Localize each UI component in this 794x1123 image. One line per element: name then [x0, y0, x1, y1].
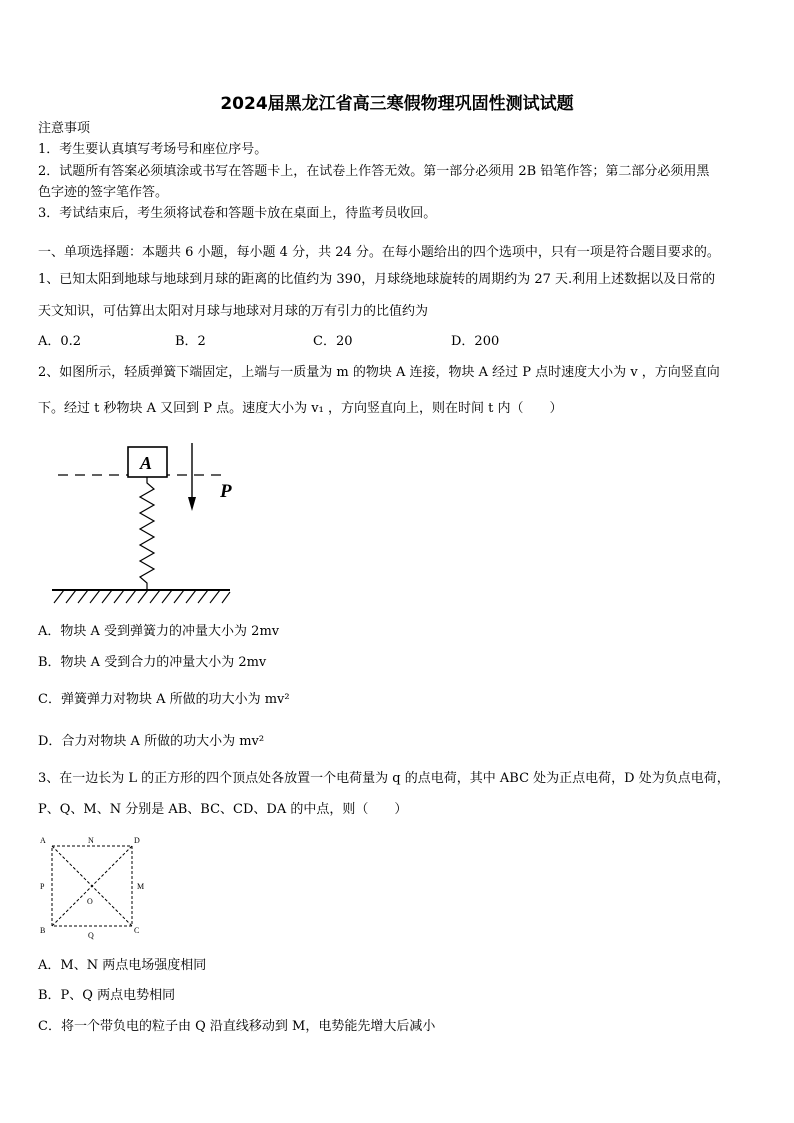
- q3-option-c: C．将一个带负电的粒子由 Q 沿直线移动到 M，电势能先增大后减小: [38, 1019, 436, 1034]
- q2-option-c: C．弹簧弹力对物块 A 所做的功大小为 mv²: [38, 692, 290, 707]
- label-q: Q: [88, 931, 94, 940]
- section-heading: 一、单项选择题：本题共 6 小题，每小题 4 分，共 24 分。在每小题给出的四个选项中，只有一项是符合题目要求的。: [38, 245, 720, 260]
- page-title: 2024届黑龙江省高三寒假物理巩固性测试试题: [220, 94, 574, 114]
- q2-option-b: B．物块 A 受到合力的冲量大小为 2mv: [38, 655, 267, 670]
- label-m: M: [137, 882, 145, 891]
- q3-text-line2: P、Q、M、N 分别是 AB、BC、CD、DA 的中点，则（ ）: [38, 802, 408, 817]
- q3-option-b: B．P、Q 两点电势相同: [38, 988, 176, 1003]
- point-p-label: P: [220, 481, 232, 502]
- notice-item-2: 2．试题所有答案必须填涂或书写在答题卡上，在试卷上作答无效。第一部分必须用 2B 铅笔作答；第二部分必须用黑: [38, 164, 710, 179]
- spring: [140, 477, 154, 589]
- block-a-label: A: [140, 453, 153, 473]
- q2-option-d: D．合力对物块 A 所做的功大小为 mv²: [38, 734, 265, 749]
- velocity-arrow-head: [188, 497, 196, 511]
- q1-option-b: B．2: [175, 334, 206, 349]
- label-a: A: [40, 836, 46, 845]
- q3-text-line1: 3、在一边长为 L 的正方形的四个顶点处各放置一个电荷量为 q 的点电荷，其中 ABC 处为正点电荷，D 处为负点电荷，: [38, 771, 730, 786]
- label-o: O: [87, 897, 93, 906]
- label-n: N: [88, 836, 94, 845]
- q1-option-c: C．20: [313, 334, 353, 349]
- q1-text-line1: 1、已知太阳到地球与地球到月球的距离的比值约为 390，月球绕地球旋转的周期约为 27 天.利用上述数据以及日常的: [38, 272, 716, 287]
- spring-block-figure: [40, 435, 270, 610]
- label-d: D: [134, 836, 140, 845]
- q2-text-line1: 2、如图所示，轻质弹簧下端固定，上端与一质量为 m 的物块 A 连接，物块 A 经过 P 点时速度大小为 v ，方向竖直向: [38, 365, 720, 380]
- square-charges-figure: [36, 830, 156, 945]
- label-p: P: [40, 882, 45, 891]
- label-b: B: [40, 926, 46, 935]
- notice-item-1: 1．考生要认真填写考场号和座位序号。: [38, 142, 268, 157]
- notice-heading: 注意事项: [38, 121, 91, 136]
- notice-item-3: 3．考试结束后，考生须将试卷和答题卡放在桌面上，待监考员收回。: [38, 206, 437, 221]
- q1-option-d: D．200: [451, 334, 500, 349]
- q3-option-a: A．M、N 两点电场强度相同: [38, 958, 207, 973]
- label-c: C: [134, 926, 140, 935]
- q2-option-a: A．物块 A 受到弹簧力的冲量大小为 2mv: [38, 624, 280, 639]
- q1-text-line2: 天文知识，可估算出太阳对月球与地球对月球的万有引力的比值约为: [38, 304, 429, 319]
- notice-item-2-cont: 色字迹的签字笔作答。: [38, 185, 169, 200]
- q2-text-line2: 下。经过 t 秒物块 A 又回到 P 点。速度大小为 v₁ ，方向竖直向上，则在时间 t 内（ ）: [38, 401, 563, 416]
- q1-option-a: A．0.2: [38, 334, 82, 349]
- ground-hatching: [54, 590, 230, 603]
